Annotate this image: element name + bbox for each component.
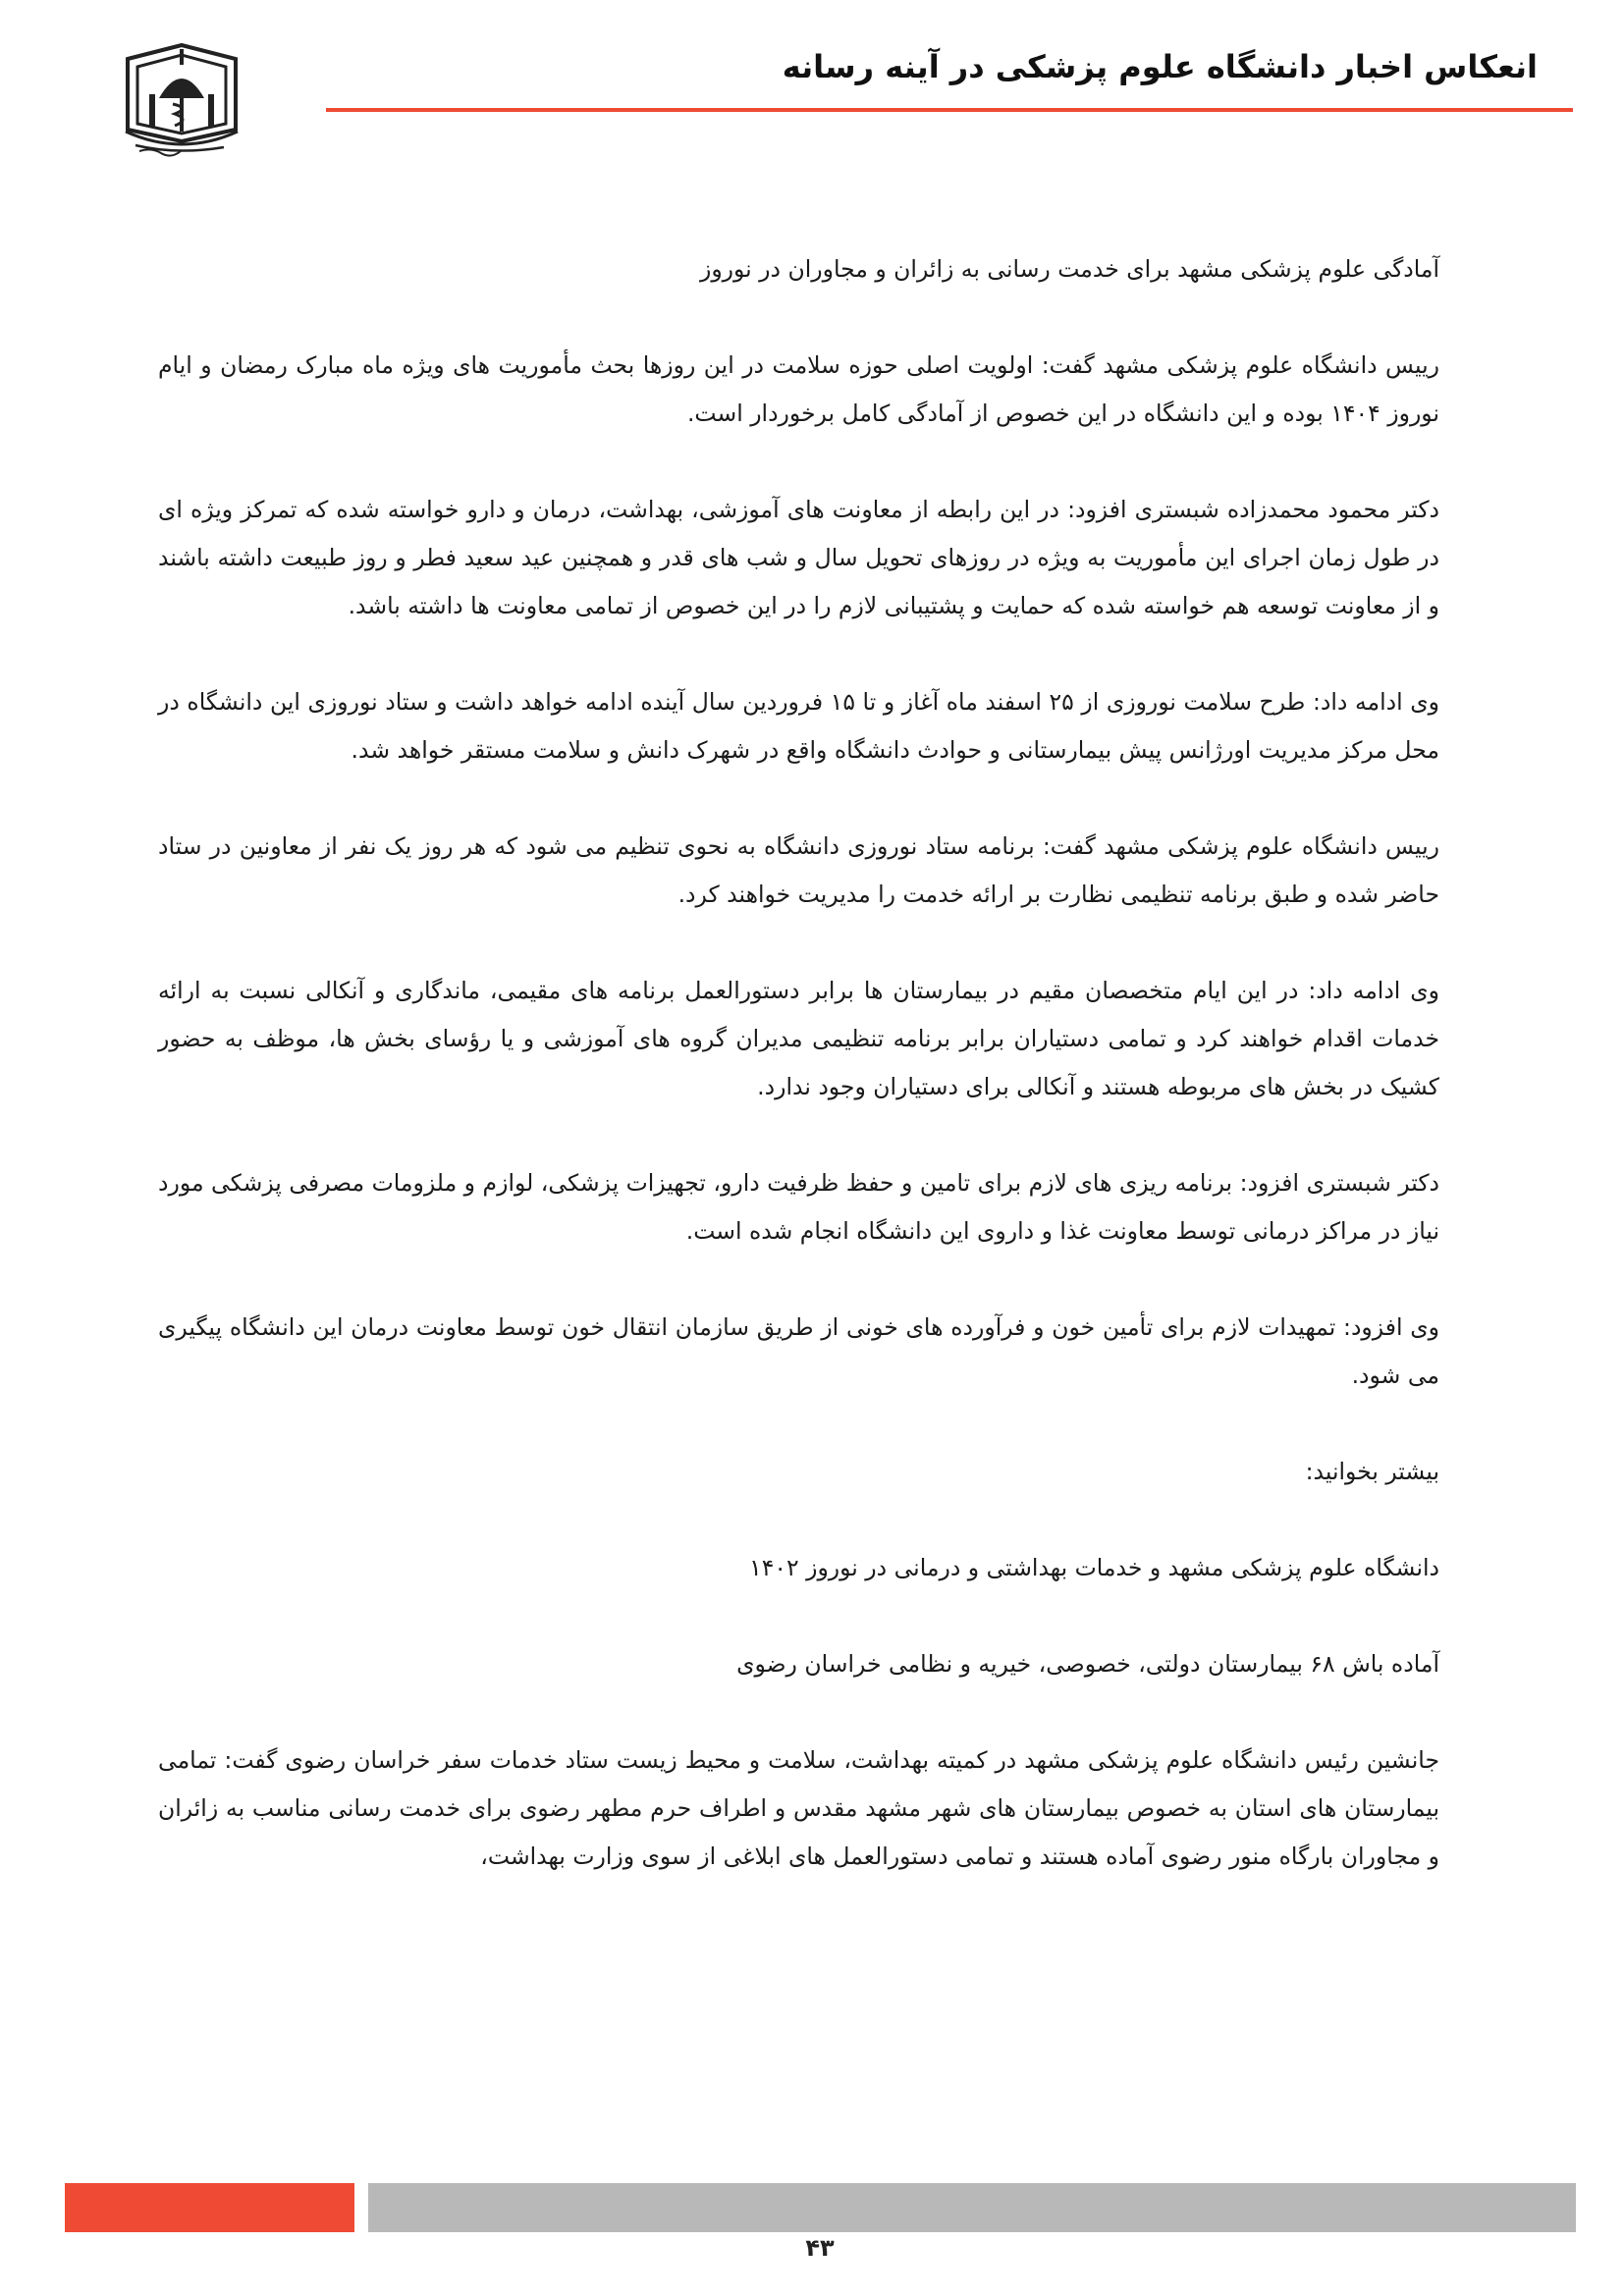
footer-accent-bar <box>65 2183 354 2232</box>
header-divider <box>326 108 1573 112</box>
read-more-label: بیشتر بخوانید: <box>1305 1458 1439 1485</box>
article-paragraph: جانشین رئیس دانشگاه علوم پزشکی مشهد در کمیته بهداشت، سلامت و محیط زیست ستاد خدمات سفر خراسان رضوی گفت: تمامی بیمارستان های استان به خصوص بیمارستان های شهر مشهد مقدس و اطراف حرم مطهر رضوی برای خدمت رسانی مناسب به زائران و مجاوران بارگاه منور رضوی آماده هستند و تمامی دستورالعمل های ابلاغی از سوی وزارت بهداشت، <box>158 1746 1439 1870</box>
page-number: ۴۳ <box>805 2234 835 2262</box>
article-body <box>158 245 1439 1881</box>
footer-bar <box>368 2183 1576 2232</box>
article-paragraph: رییس دانشگاه علوم پزشکی مشهد گفت: برنامه ستاد نوروزی دانشگاه به نحوی تنظیم می شود که هر روز یک نفر از معاونین در ستاد حاضر شده و طبق برنامه تنظیمی نظارت بر ارائه خدمت را مدیریت خواهند کرد. <box>158 832 1439 908</box>
article-paragraph: رییس دانشگاه علوم پزشکی مشهد گفت: اولویت اصلی حوزه سلامت در این روزها بحث مأموریت های ویژه ماه مبارک رمضان و ایام نوروز ۱۴۰۴ بوده و این دانشگاه در این خصوص از آمادگی کامل برخوردار است. <box>158 351 1439 427</box>
article-paragraph: وی ادامه داد: در این ایام متخصصان مقیم در بیمارستان ها برابر دستورالعمل برنامه های مقیمی، ماندگاری و آنکالی نسبت به ارائه خدمات اقدام خواهند کرد و تمامی دستیاران برابر برنامه تنظیمی مدیران گروه های آموزشی و یا رؤسای بخش ها، موظف به حضور کشیک در بخش های مربوطه هستند و آنکالی برای دستیاران وجود ندارد. <box>158 977 1439 1100</box>
article-paragraph: دکتر محمود محمدزاده شبستری افزود: در این رابطه از معاونت های آموزشی، بهداشت، درمان و دارو خواسته شده که تمرکز ویژه ای در طول زمان اجرای این مأموریت به ویژه در روزهای تحویل سال و شب های قدر و همچنین عید سعید فطر و روز طبیعت داشته باشند و از معاونت توسعه هم خواسته شده که حمایت و پشتیبانی لازم را در این خصوص از تمامی معاونت ها داشته باشد. <box>158 496 1439 619</box>
article-headline: آمادگی علوم پزشکی مشهد برای خدمت رسانی به زائران و مجاوران در نوروز <box>699 255 1439 283</box>
related-link[interactable]: آماده باش ۶۸ بیمارستان دولتی، خصوصی، خیریه و نظامی خراسان رضوی <box>736 1650 1439 1678</box>
university-logo <box>108 39 255 167</box>
article-paragraph: وی ادامه داد: طرح سلامت نوروزی از ۲۵ اسفند ماه آغاز و تا ۱۵ فروردین سال آینده ادامه خواهد داشت و ستاد نوروزی این دانشگاه در محل مرکز مدیریت اورژانس پیش بیمارستانی و حوادث دانشگاه واقع در شهرک دانش و سلامت مستقر خواهد شد. <box>158 688 1439 764</box>
related-link[interactable]: دانشگاه علوم پزشکی مشهد و خدمات بهداشتی و درمانی در نوروز ۱۴۰۲ <box>749 1554 1439 1581</box>
article-paragraph: وی افزود: تمهیدات لازم برای تأمین خون و فرآورده های خونی از طریق سازمان انتقال خون توسط معاونت درمان این دانشگاه پیگیری می شود. <box>158 1313 1439 1389</box>
article-paragraph: دکتر شبستری افزود: برنامه ریزی های لازم برای تامین و حفظ ظرفیت دارو، تجهیزات پزشکی، لوازم و ملزومات مصرفی پزشکی مورد نیاز در مراکز درمانی توسط معاونت غذا و داروی این دانشگاه انجام شده است. <box>158 1169 1439 1245</box>
page-header-title: انعکاس اخبار دانشگاه علوم پزشکی در آینه رسانه <box>782 48 1538 85</box>
